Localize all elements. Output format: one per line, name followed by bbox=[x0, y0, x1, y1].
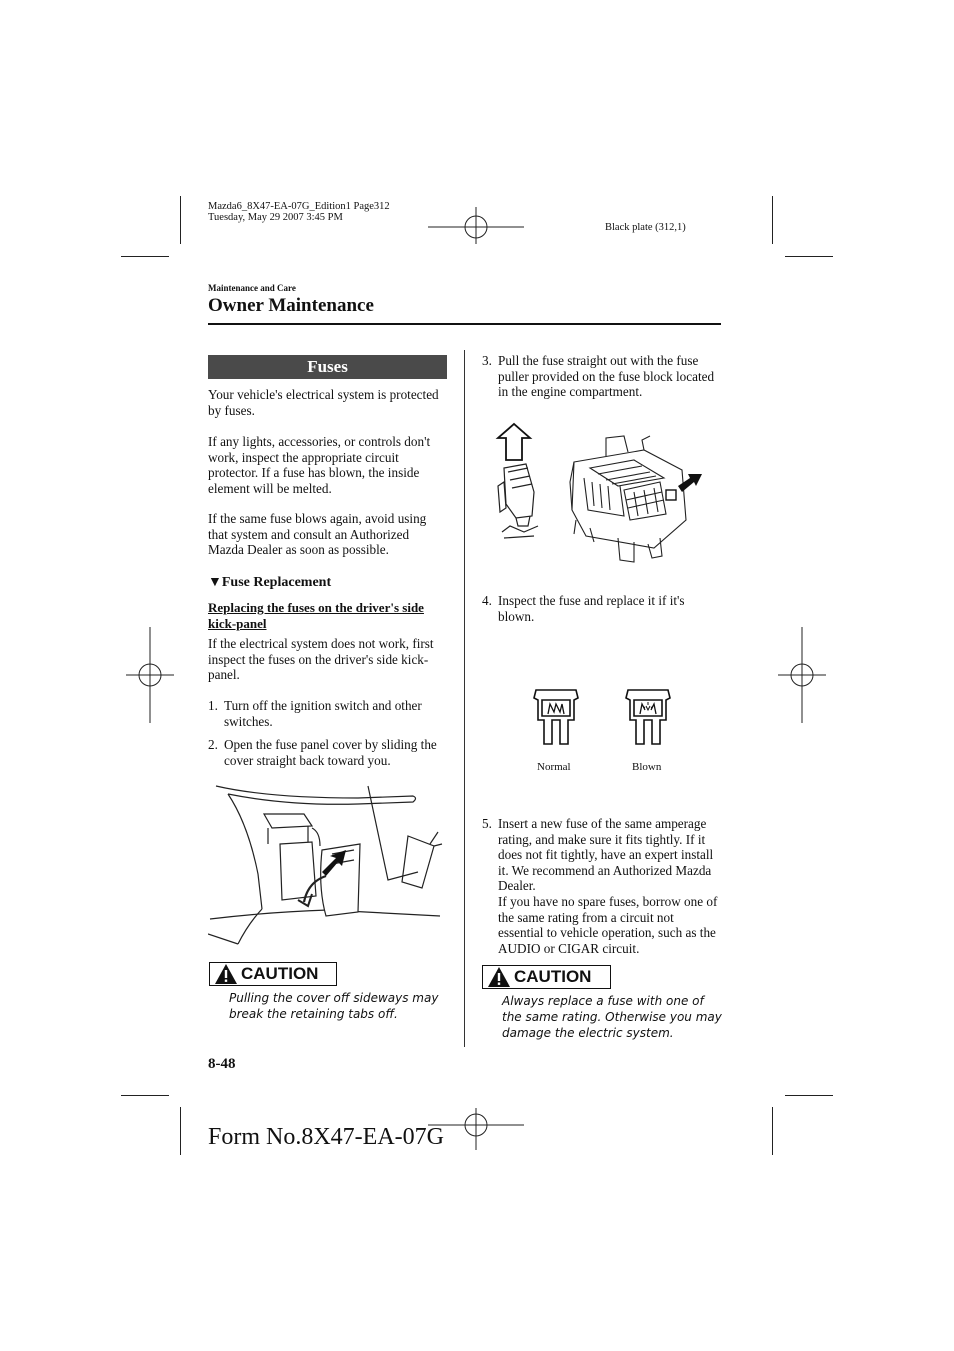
blown-fuse-caption: Blown bbox=[632, 761, 662, 773]
print-meta-plate: Black plate (312,1) bbox=[605, 222, 686, 233]
step-text: Turn off the ignition switch and other switches. bbox=[224, 698, 422, 729]
caution-label: CAUTION bbox=[241, 964, 319, 983]
step-text: Pull the fuse straight out with the fuse puller provided on the fuse block located in the engine compartment. bbox=[498, 353, 715, 400]
normal-fuse-caption: Normal bbox=[537, 761, 571, 773]
step-number: 5. bbox=[482, 816, 492, 831]
form-number: Form No.8X47-EA-07G bbox=[208, 1124, 444, 1150]
page-title: Owner Maintenance bbox=[208, 295, 374, 316]
step-3 bbox=[482, 353, 722, 401]
print-meta-date: Tuesday, May 29 2007 3:45 PM bbox=[208, 212, 343, 223]
kick-panel-subheading: Replacing the fuses on the driver's side kick-panel bbox=[208, 600, 424, 631]
caution-badge-left bbox=[209, 962, 337, 986]
kick-panel-illustration bbox=[208, 784, 444, 948]
page-number: 8-48 bbox=[208, 1056, 236, 1072]
normal-fuse-icon bbox=[532, 686, 580, 750]
fuse-replacement-heading bbox=[208, 575, 331, 591]
caution-text-left: Pulling the cover off sideways may break the retaining tabs off. bbox=[229, 991, 439, 1021]
caution-badge-right bbox=[482, 965, 611, 989]
intro-paragraph: Your vehicle's electrical system is protected by fuses. bbox=[208, 387, 439, 418]
registration-crosshair-top bbox=[428, 200, 524, 248]
warning-triangle-icon bbox=[214, 963, 238, 985]
step-number: 3. bbox=[482, 353, 492, 368]
column-divider bbox=[464, 350, 465, 1047]
step-4 bbox=[482, 593, 722, 625]
fuses-heading: Fuses bbox=[208, 355, 447, 379]
repeat-blow-paragraph: If the same fuse blows again, avoid using that system and consult an Authorized Mazda Dealer as soon as possible. bbox=[208, 511, 427, 558]
step-text: Insert a new fuse of the same amperage rating, and make sure it fits tightly. If it does not fit tightly, have an expert install it. We recommend an Authorized Mazda Dealer. If you have no spare fuses, borrow one of the same rating from a circuit not essential to vehicle operation, such as the AUDIO or CIGAR circuit. bbox=[498, 816, 718, 956]
registration-crosshair-right bbox=[778, 627, 826, 723]
step-number: 2. bbox=[208, 737, 218, 752]
section-label: Maintenance and Care bbox=[208, 283, 296, 293]
step-1 bbox=[208, 698, 448, 730]
step-text: Inspect the fuse and replace it if it's blown. bbox=[498, 593, 685, 624]
blown-fuse-icon bbox=[624, 686, 672, 750]
kick-panel-paragraph: If the electrical system does not work, first inspect the fuses on the driver's side kick-panel. bbox=[208, 636, 434, 683]
triangle-marker-icon: ▼ bbox=[208, 575, 222, 590]
step-number: 1. bbox=[208, 698, 218, 713]
caution-label: CAUTION bbox=[514, 967, 592, 986]
step-2 bbox=[208, 737, 448, 769]
step-5 bbox=[482, 816, 722, 958]
print-meta-job: Mazda6_8X47-EA-07G_Edition1 Page312 bbox=[208, 201, 390, 212]
warning-triangle-icon bbox=[487, 966, 511, 988]
caution-text-right: Always replace a fuse with one of the same rating. Otherwise you may damage the electric system. bbox=[502, 994, 722, 1040]
step-number: 4. bbox=[482, 593, 492, 608]
registration-crosshair-left bbox=[126, 627, 174, 723]
fuse-replacement-title: Fuse Replacement bbox=[221, 575, 332, 590]
inspect-paragraph: If any lights, accessories, or controls don't work, inspect the appropriate circuit protector. If a fuse has blown, the inside element will be melted. bbox=[208, 434, 431, 496]
header-rule bbox=[208, 323, 721, 325]
step-text: Open the fuse panel cover by sliding the cover straight back toward you. bbox=[224, 737, 437, 768]
fuse-block-illustration bbox=[494, 420, 706, 570]
